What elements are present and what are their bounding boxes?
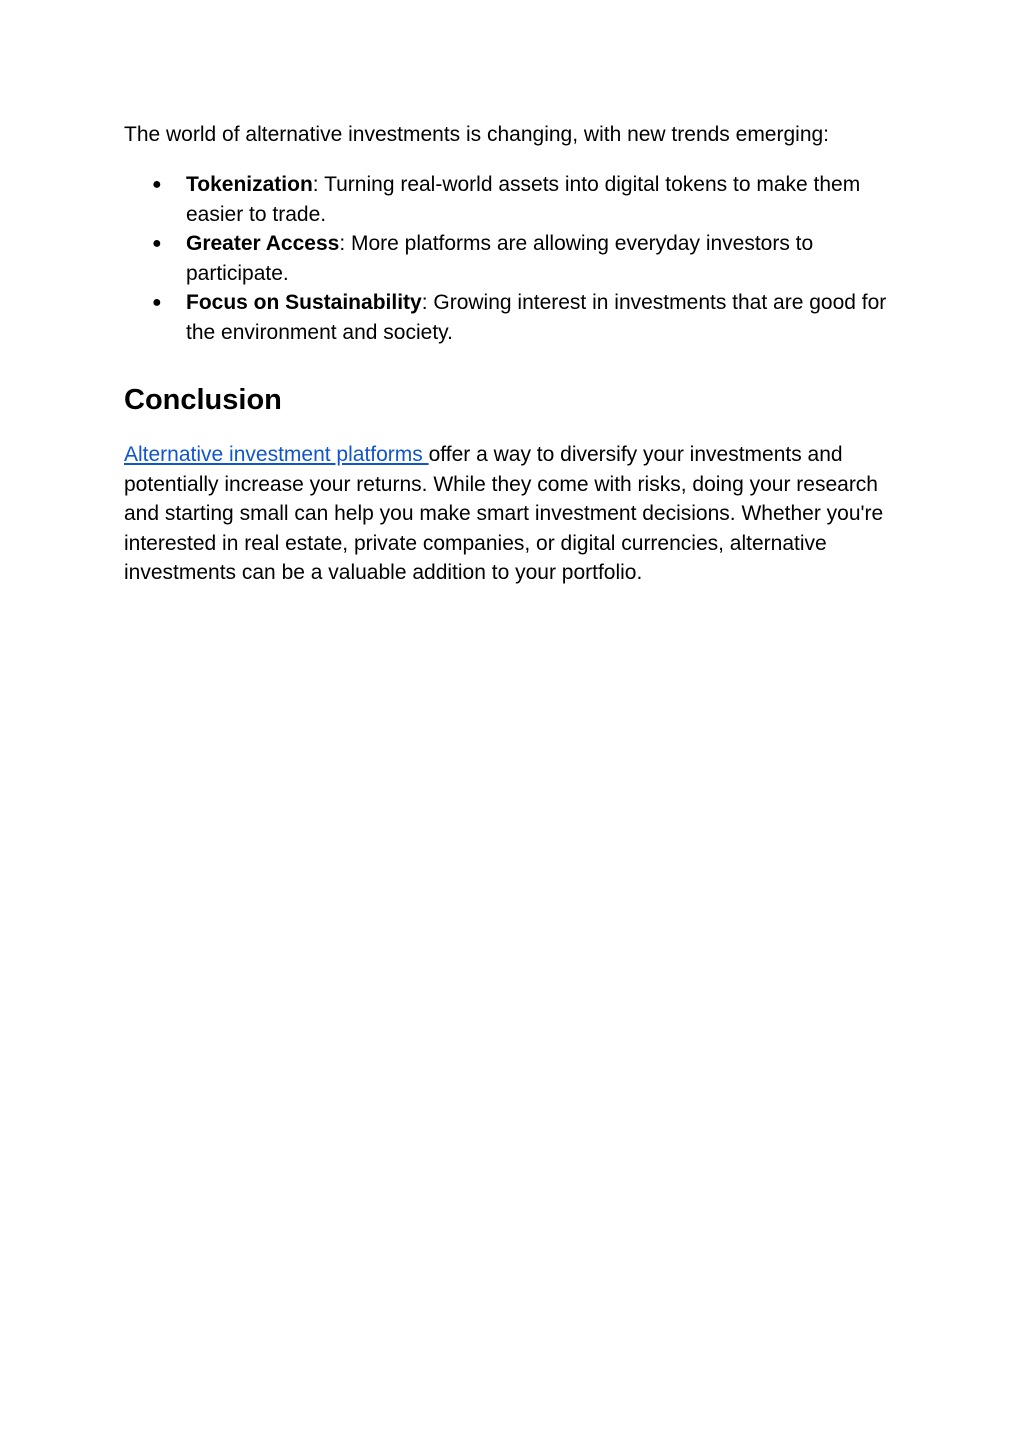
- conclusion-heading: Conclusion: [124, 384, 282, 416]
- list-item: [124, 288, 914, 347]
- trend-description: : More platforms are allowing everyday investors to participate.: [186, 232, 814, 285]
- trends-list: [124, 170, 914, 347]
- conclusion-paragraph: [124, 440, 914, 588]
- trend-description: : Turning real-world assets into digital tokens to make them easier to trade.: [186, 173, 861, 226]
- bullet-icon: ●: [152, 235, 162, 252]
- bullet-icon: ●: [152, 176, 162, 193]
- conclusion-body: offer a way to diversify your investments and potentially increase your returns. While they come with risks, doing your research and starting small can help you make smart investment decisions. Whether you're interested in real estate, private companies, or digital currencies, alternative investments can be a valuable addition to your portfolio.: [124, 443, 884, 585]
- trend-term: Focus on Sustainability: [186, 291, 422, 314]
- bullet-icon: ●: [152, 294, 162, 311]
- trend-description: : Growing interest in investments that are good for the environment and society.: [186, 291, 887, 344]
- list-item: [124, 229, 914, 288]
- trend-term: Greater Access: [186, 232, 340, 255]
- trend-term: Tokenization: [186, 173, 313, 196]
- intro-paragraph: The world of alternative investments is changing, with new trends emerging:: [124, 123, 830, 146]
- document-page: [124, 120, 914, 588]
- list-item: [124, 170, 914, 229]
- alternative-investment-platforms-link[interactable]: Alternative investment platforms: [124, 443, 429, 466]
